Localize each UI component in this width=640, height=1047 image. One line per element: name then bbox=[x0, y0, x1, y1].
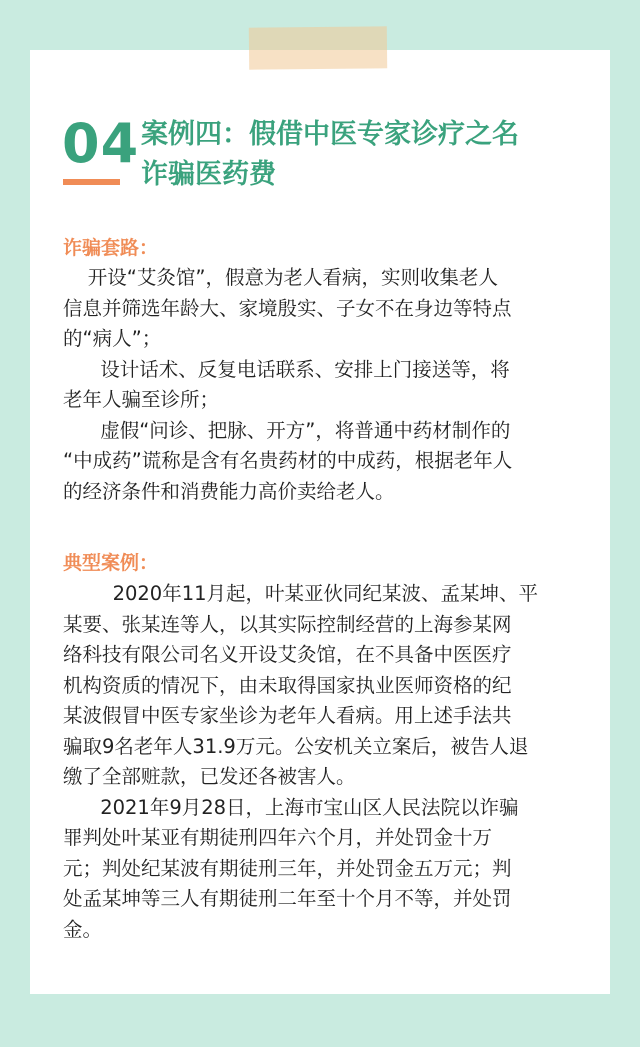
text-line: 络科技有限公司名义开设艾灸馆，在不具备中医医疗 bbox=[63, 643, 512, 666]
text-line: 虚假“问诊、把脉、开方”，将普通中药材制作的 bbox=[63, 418, 511, 442]
case-title-line: 诈骗医药费 bbox=[141, 159, 276, 190]
text-line: 金。 bbox=[63, 917, 103, 941]
text-line: 信息并筛选年龄大、家境殷实、子女不在身边等特点 bbox=[63, 296, 512, 320]
case-number: 04 bbox=[62, 112, 140, 175]
text-line: 元；判处纪某波有期徒刑三年，并处罚金五万元；判 bbox=[63, 856, 512, 880]
scheme-text bbox=[63, 263, 512, 507]
scheme-heading: 诈骗套路： bbox=[63, 237, 159, 259]
text-line: 处孟某坤等三人有期徒刑二年至十个月不等，并处罚 bbox=[63, 887, 512, 910]
text-line: 的经济条件和消费能力高价卖给老人。 bbox=[63, 479, 395, 503]
text-line: 老年人骗至诊所； bbox=[63, 388, 220, 411]
decorative-tape bbox=[249, 26, 387, 69]
case-number-underline bbox=[63, 179, 120, 185]
text-line: 骗取9名老年人31.9万元。公安机关立案后，被告人退 bbox=[63, 734, 529, 758]
text-line: 开设“艾灸馆”，假意为老人看病，实则收集老人 bbox=[63, 266, 498, 289]
text-line: 缴了全部赃款，已发还各被害人。 bbox=[63, 765, 356, 788]
case-title bbox=[141, 115, 581, 195]
typical-case-text bbox=[63, 579, 538, 945]
text-line: 设计话术、反复电话联系、安排上门接送等，将 bbox=[63, 357, 510, 381]
text-line: “中成药”谎称是含有名贵药材的中成药，根据老年人 bbox=[63, 449, 513, 472]
text-line: 某要、张某连等人，以其实际控制经营的上海参某网 bbox=[63, 612, 512, 636]
text-line: 2021年9月28日，上海市宝山区人民法院以诈骗 bbox=[63, 795, 519, 819]
text-line: 某波假冒中医专家坐诊为老年人看病。用上述手法共 bbox=[63, 704, 512, 727]
text-line: 的“病人”； bbox=[63, 327, 162, 350]
typical-case-heading: 典型案例： bbox=[63, 552, 159, 574]
text-line: 2020年11月起，叶某亚伙同纪某波、孟某坤、平 bbox=[63, 582, 539, 605]
text-line: 罪判处叶某亚有期徒刑四年六个月，并处罚金十万 bbox=[63, 826, 493, 849]
case-title-line: 案例四：假借中医专家诊疗之名 bbox=[141, 119, 519, 150]
text-line: 机构资质的情况下，由未取得国家执业医师资格的纪 bbox=[63, 673, 512, 697]
